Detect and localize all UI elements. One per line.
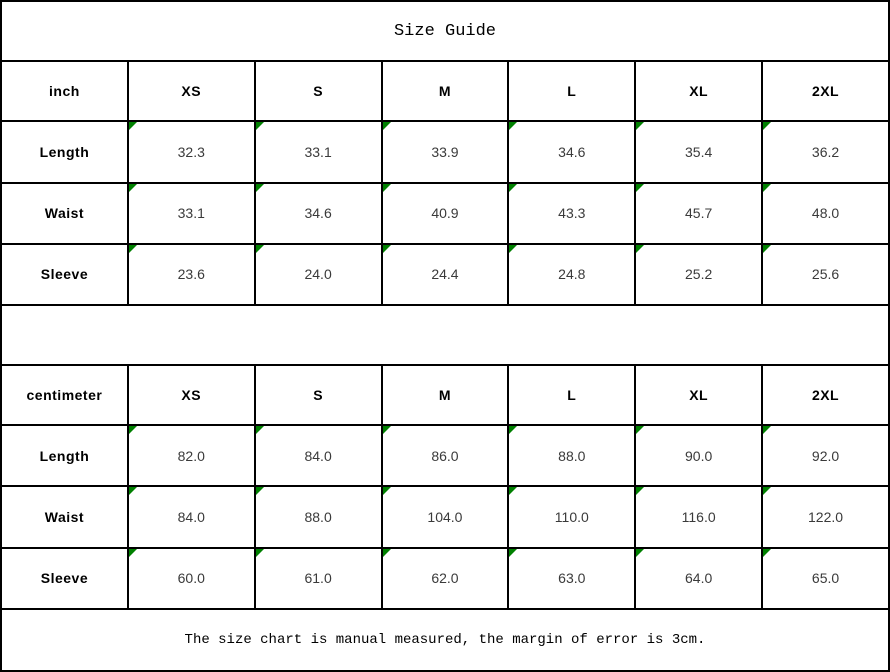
- green-corner-triangle-icon: [636, 245, 644, 253]
- green-corner-triangle-icon: [256, 245, 264, 253]
- unit-header-inch: inch: [1, 61, 128, 121]
- green-corner-triangle-icon: [383, 549, 391, 557]
- cell-value: 86.0: [431, 447, 459, 464]
- cell-value: 35.4: [685, 143, 713, 160]
- value-cell: [762, 244, 889, 305]
- cell-value: 65.0: [811, 570, 840, 587]
- value-cell: [128, 244, 255, 305]
- value-cell: [128, 121, 255, 182]
- value-cell: [762, 183, 889, 244]
- green-corner-triangle-icon: [636, 184, 644, 192]
- cell-value: 92.0: [811, 447, 840, 464]
- green-corner-triangle-icon: [509, 426, 517, 434]
- value-cell: [255, 425, 382, 486]
- size-header-m: M: [382, 61, 509, 121]
- green-corner-triangle-icon: [636, 426, 644, 434]
- cell-value: 23.6: [177, 266, 205, 283]
- cell-value: 110.0: [554, 508, 589, 525]
- green-corner-triangle-icon: [509, 184, 517, 192]
- size-header-l: L: [508, 365, 635, 425]
- cell-value: 24.0: [304, 266, 332, 283]
- table-row-cm-sleeve: [1, 548, 889, 609]
- green-corner-triangle-icon: [129, 184, 137, 192]
- green-corner-triangle-icon: [763, 184, 771, 192]
- value-cell: [635, 183, 762, 244]
- value-cell: [255, 121, 382, 182]
- page-title: Size Guide: [1, 1, 889, 61]
- cell-value: 104.0: [427, 508, 463, 525]
- size-header-xl: XL: [635, 365, 762, 425]
- value-cell: [382, 183, 509, 244]
- green-corner-triangle-icon: [509, 245, 517, 253]
- green-corner-triangle-icon: [256, 487, 264, 495]
- cell-value: 32.3: [177, 143, 205, 160]
- green-corner-triangle-icon: [763, 122, 771, 130]
- size-header-s: S: [255, 61, 382, 121]
- value-cell: [508, 244, 635, 305]
- cell-value: 116.0: [681, 508, 716, 525]
- cell-value: 62.0: [431, 570, 459, 587]
- green-corner-triangle-icon: [763, 245, 771, 253]
- table-row-inch-waist: [1, 183, 889, 244]
- spacer-row: [1, 305, 889, 365]
- row-label-length: Length: [1, 425, 128, 486]
- green-corner-triangle-icon: [256, 426, 264, 434]
- green-corner-triangle-icon: [256, 122, 264, 130]
- table-row-cm-length: [1, 425, 889, 486]
- footer-note: The size chart is manual measured, the margin of error is 3cm.: [1, 609, 889, 671]
- spacer-cell: [1, 305, 889, 365]
- green-corner-triangle-icon: [763, 549, 771, 557]
- value-cell: [635, 425, 762, 486]
- value-cell: [635, 548, 762, 609]
- table-row-inch-sleeve: [1, 244, 889, 305]
- size-header-s: S: [255, 365, 382, 425]
- row-label-sleeve: Sleeve: [1, 548, 128, 609]
- centimeter-header-row: [1, 365, 889, 425]
- cell-value: 82.0: [177, 447, 205, 464]
- value-cell: [508, 425, 635, 486]
- green-corner-triangle-icon: [383, 122, 391, 130]
- cell-value: 48.0: [811, 205, 840, 222]
- value-cell: [635, 121, 762, 182]
- size-header-2xl: 2XL: [762, 61, 889, 121]
- value-cell: [508, 548, 635, 609]
- green-corner-triangle-icon: [129, 549, 137, 557]
- value-cell: [508, 486, 635, 547]
- table-row-inch-length: [1, 121, 889, 182]
- cell-value: 33.9: [431, 143, 459, 160]
- value-cell: [128, 183, 255, 244]
- row-label-sleeve: Sleeve: [1, 244, 128, 305]
- cell-value: 24.8: [558, 266, 586, 283]
- cell-value: 34.6: [558, 143, 586, 160]
- cell-value: 84.0: [177, 508, 205, 525]
- value-cell: [635, 244, 762, 305]
- cell-value: 88.0: [558, 447, 586, 464]
- cell-value: 34.6: [304, 205, 332, 222]
- value-cell: [382, 425, 509, 486]
- green-corner-triangle-icon: [636, 487, 644, 495]
- green-corner-triangle-icon: [256, 549, 264, 557]
- value-cell: [128, 548, 255, 609]
- green-corner-triangle-icon: [383, 245, 391, 253]
- value-cell: [635, 486, 762, 547]
- green-corner-triangle-icon: [383, 487, 391, 495]
- cell-value: 88.0: [304, 508, 332, 525]
- green-corner-triangle-icon: [636, 549, 644, 557]
- value-cell: [382, 244, 509, 305]
- cell-value: 33.1: [177, 205, 205, 222]
- cell-value: 25.2: [685, 266, 713, 283]
- green-corner-triangle-icon: [383, 426, 391, 434]
- size-header-xs: XS: [128, 61, 255, 121]
- green-corner-triangle-icon: [383, 184, 391, 192]
- cell-value: 60.0: [177, 570, 205, 587]
- cell-value: 84.0: [304, 447, 332, 464]
- size-header-2xl: 2XL: [762, 365, 889, 425]
- value-cell: [508, 183, 635, 244]
- size-header-m: M: [382, 365, 509, 425]
- value-cell: [255, 548, 382, 609]
- cell-value: 40.9: [431, 205, 459, 222]
- unit-header-centimeter: centimeter: [1, 365, 128, 425]
- value-cell: [382, 548, 509, 609]
- cell-value: 36.2: [811, 143, 840, 160]
- green-corner-triangle-icon: [129, 122, 137, 130]
- value-cell: [762, 425, 889, 486]
- value-cell: [128, 425, 255, 486]
- cell-value: 90.0: [685, 447, 713, 464]
- green-corner-triangle-icon: [129, 487, 137, 495]
- value-cell: [762, 486, 889, 547]
- green-corner-triangle-icon: [763, 487, 771, 495]
- value-cell: [382, 486, 509, 547]
- green-corner-triangle-icon: [763, 426, 771, 434]
- cell-value: 25.6: [811, 266, 840, 283]
- size-header-xs: XS: [128, 365, 255, 425]
- value-cell: [255, 183, 382, 244]
- value-cell: [762, 548, 889, 609]
- green-corner-triangle-icon: [129, 245, 137, 253]
- green-corner-triangle-icon: [509, 122, 517, 130]
- green-corner-triangle-icon: [509, 549, 517, 557]
- row-label-waist: Waist: [1, 486, 128, 547]
- value-cell: [255, 244, 382, 305]
- cell-value: 122.0: [808, 508, 844, 525]
- value-cell: [128, 486, 255, 547]
- value-cell: [255, 486, 382, 547]
- green-corner-triangle-icon: [256, 184, 264, 192]
- row-label-waist: Waist: [1, 183, 128, 244]
- cell-value: 33.1: [304, 143, 332, 160]
- inch-header-row: [1, 61, 889, 121]
- value-cell: [508, 121, 635, 182]
- cell-value: 45.7: [685, 205, 713, 222]
- cell-value: 63.0: [558, 570, 586, 587]
- green-corner-triangle-icon: [129, 426, 137, 434]
- size-header-l: L: [508, 61, 635, 121]
- green-corner-triangle-icon: [636, 122, 644, 130]
- cell-value: 24.4: [431, 266, 459, 283]
- table-row-cm-waist: [1, 486, 889, 547]
- size-header-xl: XL: [635, 61, 762, 121]
- footer-row: [1, 609, 889, 671]
- cell-value: 43.3: [558, 205, 586, 222]
- cell-value: 61.0: [304, 570, 332, 587]
- value-cell: [382, 121, 509, 182]
- title-row: [1, 1, 889, 61]
- value-cell: [762, 121, 889, 182]
- cell-value: 64.0: [685, 570, 713, 587]
- row-label-length: Length: [1, 121, 128, 182]
- green-corner-triangle-icon: [509, 487, 517, 495]
